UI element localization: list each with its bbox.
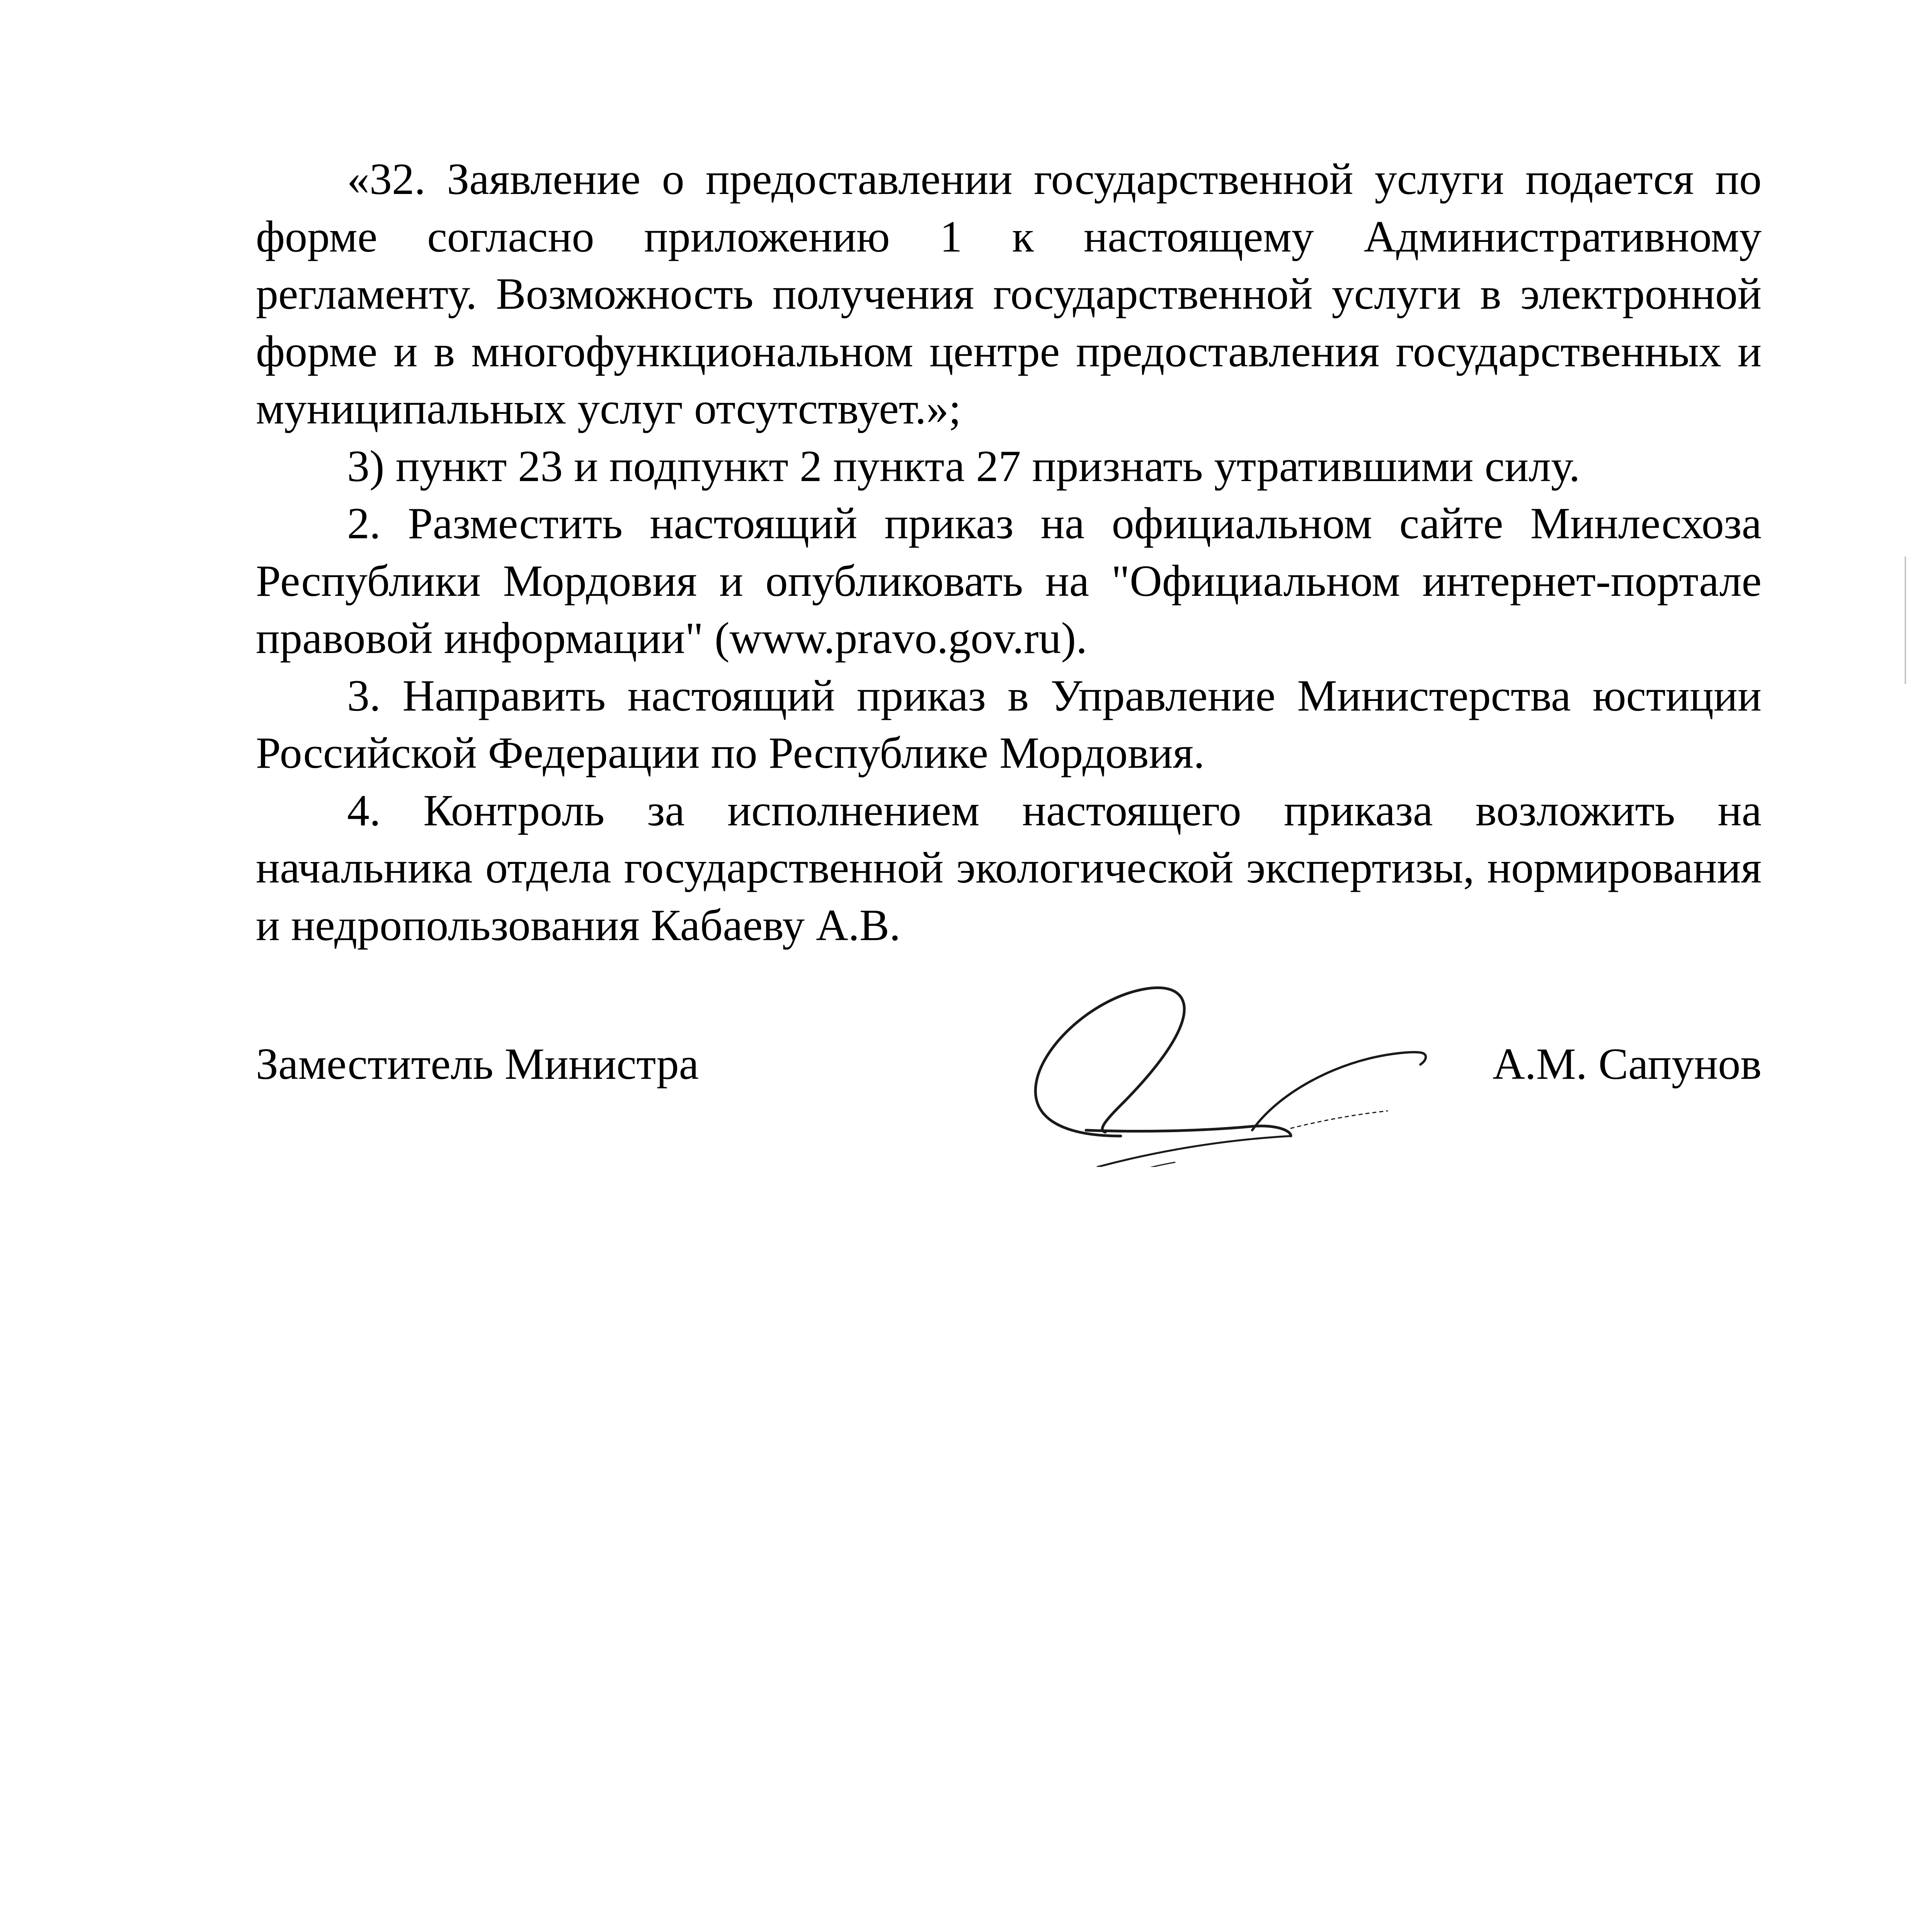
signature-loop-stroke [1035, 988, 1184, 1136]
document-body [256, 151, 1762, 954]
paragraph-item-32: «32. Заявление о предоставлении государственной услуги подается по форме согласно приложению 1 к настоящему Административному регламенту. Возможность получения государственной услуги в электронной форме и в многофункциональном центре предоставления государственных и муниципальных услуг отсутствует.»; [256, 155, 1762, 434]
signatory-name: А.М. Сапунов [1492, 1039, 1762, 1089]
paragraph-point-3: 3. Направить настоящий приказ в Управление Министерства юстиции Российской Федерации по Республике Мордовия. [256, 671, 1762, 778]
scan-edge-mark [1905, 556, 1906, 684]
signature-underline-stroke [1098, 1136, 1291, 1167]
paragraph-subitem-3: 3) пункт 23 и подпункт 2 пункта 27 признать утратившими силу. [347, 441, 1580, 491]
handwritten-signature [904, 920, 1469, 1167]
paragraph-point-2: 2. Разместить настоящий приказ на официальном сайте Минлесхоза Республики Мордовия и опубликовать на "Официальном интернет-портале правовой информации" (www.pravo.gov.ru). [256, 499, 1762, 663]
signature-tail-stroke [1252, 1052, 1426, 1130]
signature-main-stroke [1086, 1126, 1291, 1136]
paragraph-point-4: 4. Контроль за исполнением настоящего приказа возложить на начальника отдела государственной экологической экспертизы, нормирования и недропользования Кабаеву А.В. [256, 786, 1762, 950]
signature-lower-trail [1129, 1162, 1175, 1167]
signature-trail-stroke [1291, 1111, 1387, 1128]
signatory-title: Заместитель Министра [256, 1039, 699, 1089]
